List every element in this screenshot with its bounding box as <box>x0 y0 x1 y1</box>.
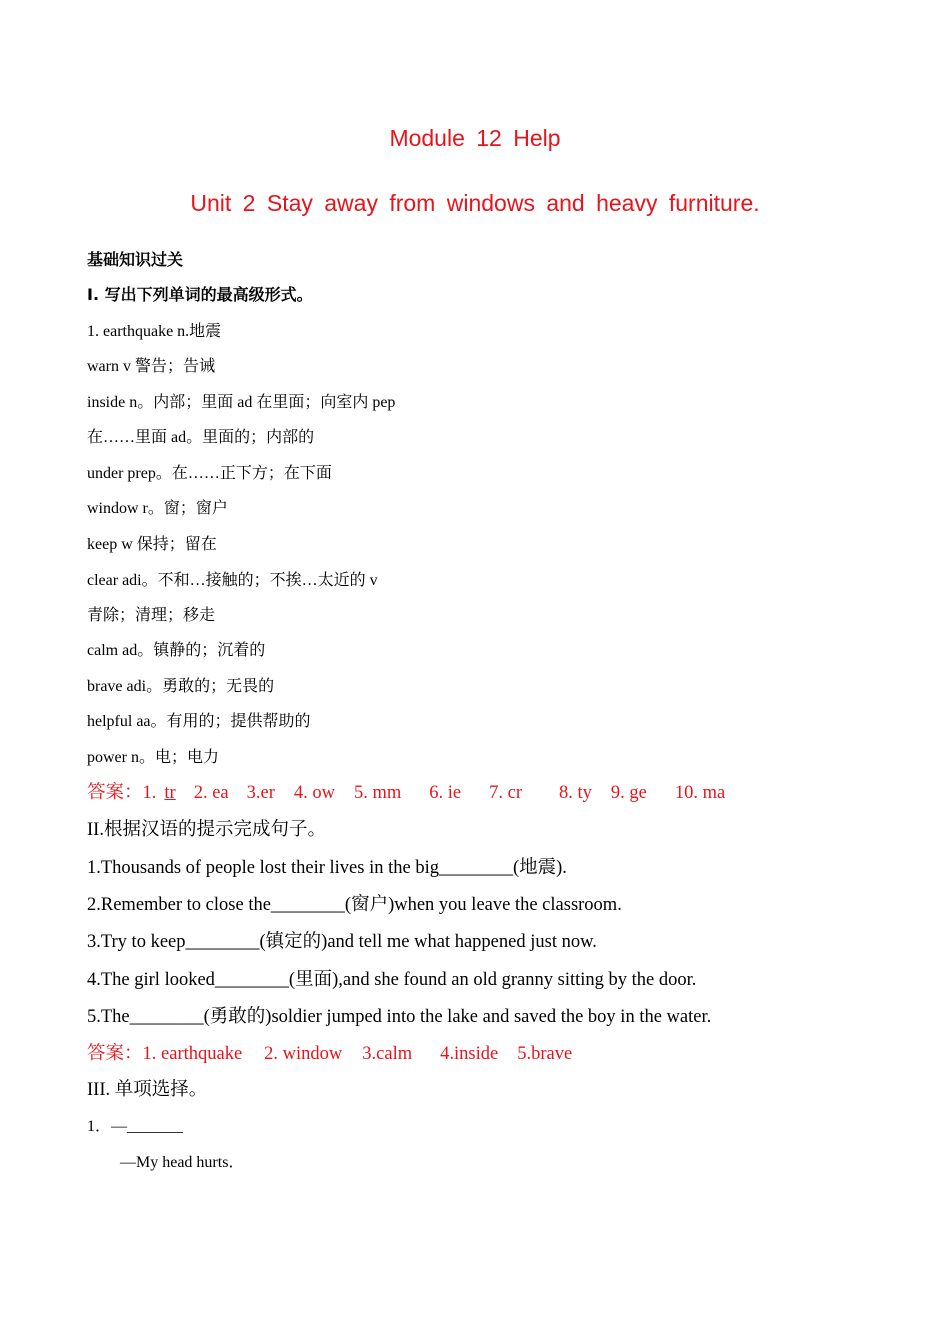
sentence-item: 1.Thousands of people lost their lives in the big________(地震). <box>87 858 567 878</box>
part1-answer <box>87 778 725 804</box>
question-stem: 1．—_______ <box>87 1118 184 1135</box>
sentence-item: 5.The________(勇敢的)soldier jumped into the lake and saved the boy in the water. <box>87 1007 712 1027</box>
question-reply: —My head hurts． <box>120 1154 245 1171</box>
vocab-line: inside n。内部；里面 ad 在里面；向室内 pep <box>87 394 396 411</box>
answer-item: 2. ea <box>193 783 229 803</box>
vocab-line: 在……里面 ad。里面的；内部的 <box>87 429 315 446</box>
sentence-item: 4.The girl looked________(里面),and she found an old granny sitting by the door. <box>87 970 697 990</box>
vocab-line: warn v 警告；告诫 <box>87 358 215 375</box>
vocab-line: 青除；清理；移走 <box>87 607 216 624</box>
vocab-line: window r。窗；窗户 <box>87 500 228 517</box>
answer-item: 3.er <box>246 783 275 803</box>
vocab-line: clear adi。不和…接触的；不挨…太近的 v <box>87 572 378 589</box>
vocab-line: brave adi。勇敢的；无畏的 <box>87 678 275 695</box>
vocab-line: keep w 保持；留在 <box>87 536 217 553</box>
part2-heading: II.根据汉语的提示完成句子。 <box>87 820 326 840</box>
answer-item: tr <box>164 783 176 803</box>
answer-item: 5. mm <box>354 783 402 803</box>
vocab-line: under prep。在……正下方；在下面 <box>87 465 332 482</box>
answer-item: 6. ie <box>429 783 462 803</box>
answer-item: 9. ge <box>610 783 647 803</box>
part2-answer <box>87 1039 572 1065</box>
answer-item: 3.calm <box>362 1044 413 1064</box>
vocab-line: helpful aa。有用的；提供帮助的 <box>87 713 311 730</box>
sentence-item: 2.Remember to close the________(窗户)when you leave the classroom. <box>87 895 622 915</box>
answer-item: 4.inside <box>440 1044 499 1064</box>
answer-item: 2. window <box>264 1044 343 1064</box>
answer-item: 4. ow <box>293 783 336 803</box>
unit-title: Unit 2 Stay away from windows and heavy furniture. <box>190 190 760 216</box>
module-title: Module 12 Help <box>389 125 561 151</box>
vocab-line: calm ad。镇静的；沉着的 <box>87 642 266 659</box>
answer-label: 答案： <box>87 1044 143 1064</box>
vocab-line: power n。电；电力 <box>87 749 219 766</box>
vocab-line: 1. earthquake n.地震 <box>87 323 222 340</box>
answer-label: 答案： <box>87 783 143 803</box>
section-heading: 基础知识过关 <box>87 250 184 269</box>
answer-item: 10. ma <box>674 783 726 803</box>
answer-item: 5.brave <box>517 1044 573 1064</box>
sentence-item: 3.Try to keep________(镇定的)and tell me what happened just now. <box>87 932 597 952</box>
answer-item: 7. cr <box>489 783 523 803</box>
part1-heading: I. 写出下列单词的最高级形式。 <box>87 285 313 304</box>
answer-item: 1. earthquake <box>142 1044 243 1064</box>
answer-item: 8. ty <box>559 783 592 803</box>
answer-item: 1. <box>142 783 157 803</box>
part3-heading: III. 单项选择。 <box>87 1080 208 1100</box>
